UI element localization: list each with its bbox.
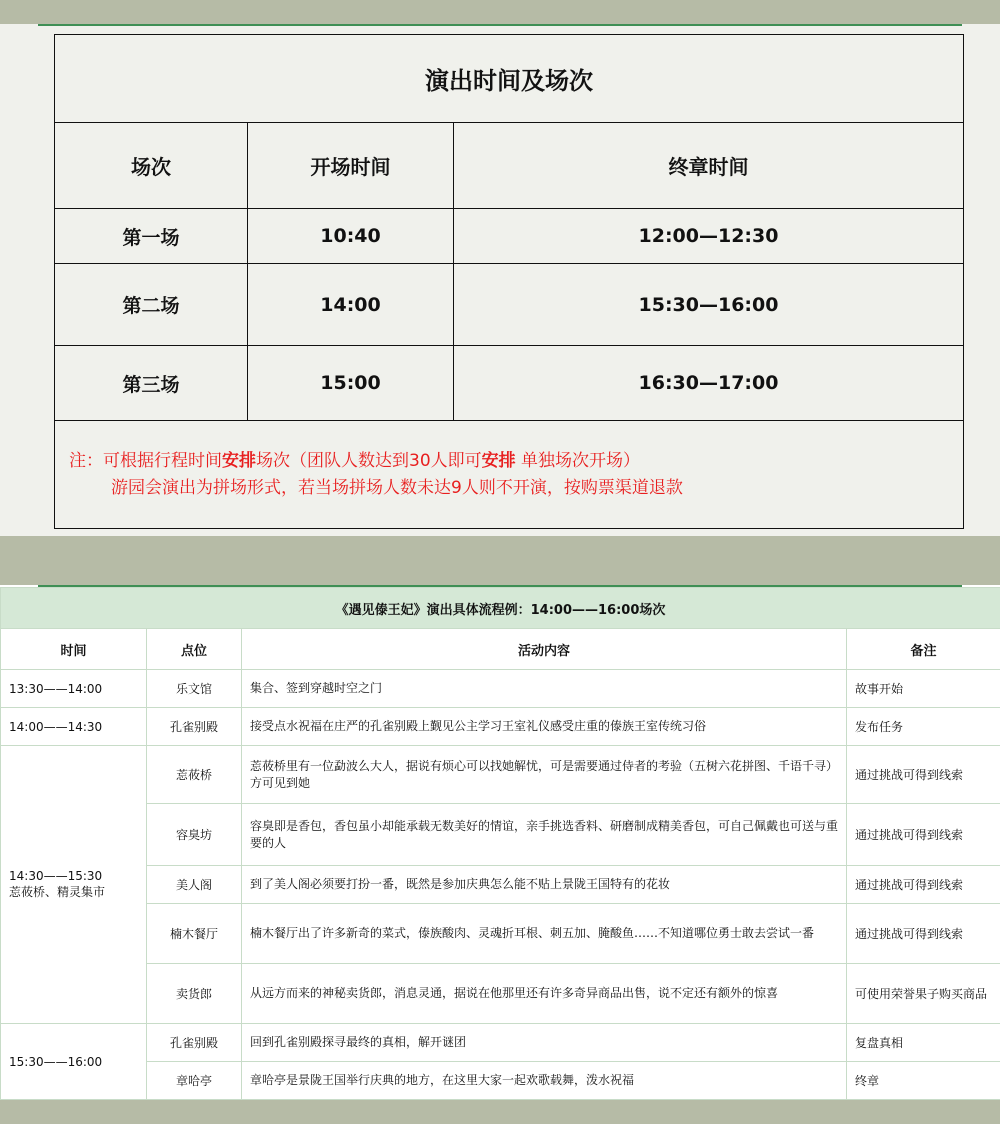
remark-cell: 通过挑战可得到线索 — [847, 904, 1000, 964]
remark-cell: 发布任务 — [847, 708, 1000, 746]
activity-cell: 从远方而来的神秘卖货郎，消息灵通，据说在他那里还有许多奇异商品出售，说不定还有额外的惊喜 — [242, 964, 847, 1024]
remark-cell: 通过挑战可得到线索 — [847, 804, 1000, 866]
table-row — [1, 670, 1000, 708]
note-emphasis: 安排 — [222, 450, 256, 471]
header-time: 时间 — [1, 629, 147, 670]
activity-cell: 到了美人阁必须要打扮一番，既然是参加庆典怎么能不贴上景陇王国特有的花妆 — [242, 866, 847, 904]
remark-cell: 故事开始 — [847, 670, 1000, 708]
end-time: 15:30—16:00 — [454, 264, 964, 346]
table-row — [1, 708, 1000, 746]
start-time: 14:00 — [248, 264, 454, 346]
remark-cell: 通过挑战可得到线索 — [847, 866, 1000, 904]
note-text: 场次（团队人数达到30人即可 — [256, 450, 482, 471]
header-activity: 活动内容 — [242, 629, 847, 670]
time-cell — [1, 746, 147, 1024]
note-emphasis: 安排 — [481, 450, 516, 471]
remark-cell: 复盘真相 — [847, 1024, 1000, 1062]
activity-cell: 集合、签到穿越时空之门 — [242, 670, 847, 708]
table-row — [1, 746, 1000, 804]
spot-cell: 乐文馆 — [147, 670, 242, 708]
spot-cell: 美人阁 — [147, 866, 242, 904]
note-line-1 — [69, 448, 949, 475]
time-location: 莣莜桥、精灵集市 — [9, 885, 106, 899]
flow-title: 《遇见傣王妃》演出具体流程例：14:00——16:00场次 — [1, 588, 1000, 629]
spot-cell: 章哈亭 — [147, 1062, 242, 1100]
remark-cell: 通过挑战可得到线索 — [847, 746, 1000, 804]
header-end-time: 终章时间 — [454, 123, 964, 209]
time-range: 14:30——15:30 — [9, 869, 103, 883]
start-time: 15:00 — [248, 346, 454, 421]
time-cell: 14:00——14:30 — [1, 708, 147, 746]
activity-cell: 莣莜桥里有一位勐波么大人，据说有烦心可以找她解忧，可是需要通过侍者的考验（五树六花拼图、千语千寻）方可见到她 — [242, 746, 847, 804]
note-line-2: 游园会演出为拼场形式，若当场拼场人数未达9人则不开演，按购票渠道退款 — [111, 477, 683, 498]
table-row — [1, 804, 1000, 866]
spot-cell: 孔雀别殿 — [147, 1024, 242, 1062]
end-time: 16:30—17:00 — [454, 346, 964, 421]
note-text: 注：可根据行程时间 — [69, 450, 222, 471]
schedule-panel — [0, 24, 1000, 536]
session-name: 第一场 — [55, 209, 248, 264]
table-row — [1, 964, 1000, 1024]
spot-cell: 孔雀别殿 — [147, 708, 242, 746]
table-row — [1, 1062, 1000, 1100]
schedule-title: 演出时间及场次 — [55, 35, 964, 123]
spot-cell: 楠木餐厅 — [147, 904, 242, 964]
schedule-table — [54, 34, 964, 529]
header-remark: 备注 — [847, 629, 1000, 670]
table-row — [55, 209, 964, 264]
remark-cell: 可使用荣誉果子购买商品 — [847, 964, 1000, 1024]
spot-cell: 莣莜桥 — [147, 746, 242, 804]
activity-cell: 回到孔雀别殿探寻最终的真相，解开谜团 — [242, 1024, 847, 1062]
activity-cell: 容臭即是香包，香包虽小却能承载无数美好的情谊，亲手挑选香料、研磨制成精美香包，可自己佩戴也可送与重要的人 — [242, 804, 847, 866]
flow-table — [0, 587, 1000, 1100]
activity-cell: 楠木餐厅出了许多新奇的菜式，傣族酸肉、灵魂折耳根、刺五加、腌酸鱼……不知道哪位勇士敢去尝试一番 — [242, 904, 847, 964]
activity-cell: 章哈亭是景陇王国举行庆典的地方，在这里大家一起欢歌载舞，泼水祝福 — [242, 1062, 847, 1100]
note-text: 单独场次开场） — [515, 450, 641, 471]
header-spot: 点位 — [147, 629, 242, 670]
table-row — [1, 866, 1000, 904]
session-name: 第三场 — [55, 346, 248, 421]
panel-divider — [38, 24, 962, 26]
schedule-note — [55, 421, 964, 529]
spot-cell: 卖货郎 — [147, 964, 242, 1024]
activity-cell: 接受点水祝福在庄严的孔雀别殿上觐见公主学习王室礼仪感受庄重的傣族王室传统习俗 — [242, 708, 847, 746]
session-name: 第二场 — [55, 264, 248, 346]
table-row — [55, 264, 964, 346]
time-cell: 15:30——16:00 — [1, 1024, 147, 1100]
end-time: 12:00—12:30 — [454, 209, 964, 264]
flow-panel — [0, 585, 1000, 1100]
table-row — [1, 1024, 1000, 1062]
table-row — [1, 904, 1000, 964]
remark-cell: 终章 — [847, 1062, 1000, 1100]
time-cell: 13:30——14:00 — [1, 670, 147, 708]
header-session: 场次 — [55, 123, 248, 209]
header-start-time: 开场时间 — [248, 123, 454, 209]
start-time: 10:40 — [248, 209, 454, 264]
spot-cell: 容臭坊 — [147, 804, 242, 866]
table-row — [55, 346, 964, 421]
